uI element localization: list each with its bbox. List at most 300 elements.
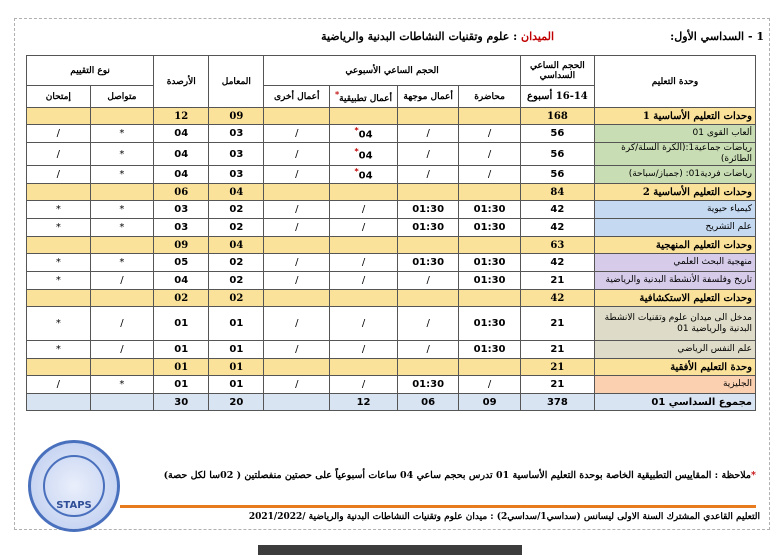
- footer-text: التعليم القاعدي المشترك السنة الاولى ليسانس (سداسي1/سداسي2) : ميدان علوم وتقنيات النشاطات البدنية والرياضية /2021/2022: [248, 512, 760, 522]
- semester-hours-cell: [520, 237, 594, 254]
- unit-cell: [594, 184, 755, 201]
- other-cell: [264, 359, 330, 376]
- unit-cell-text: تاريخ وفلسفة الأنشطة البدنية والرياضية: [605, 275, 752, 285]
- credits-cell-text: 03: [174, 204, 189, 215]
- directed-cell: [397, 143, 458, 166]
- unit-cell-text: الجليزية: [722, 379, 752, 389]
- continuous-cell: [90, 376, 154, 394]
- other-cell: [264, 201, 330, 219]
- table-row: [27, 272, 756, 290]
- lecture-cell: [459, 359, 520, 376]
- lecture-cell: [459, 394, 520, 411]
- lecture-cell-text: 01:30: [473, 257, 506, 268]
- exam-cell: [27, 359, 91, 376]
- coefficient-cell: [209, 272, 264, 290]
- coefficient-cell: [209, 394, 264, 411]
- practical-cell: [330, 201, 398, 219]
- coefficient-cell-text: 02: [229, 275, 244, 286]
- practical-cell: [330, 237, 398, 254]
- coefficient-cell-text: 20: [229, 396, 244, 408]
- seal-mark: STAPS: [56, 500, 92, 511]
- unit-cell-text: مدخل الى ميدان علوم وتقنيات الانشطة البدنية والرياضية 01: [604, 312, 752, 334]
- lecture-cell: [459, 184, 520, 201]
- exam-cell: [27, 394, 91, 411]
- credits-cell-text: 30: [174, 396, 189, 408]
- practical-star: *: [354, 126, 359, 136]
- lecture-cell: [459, 166, 520, 184]
- directed-cell: [397, 272, 458, 290]
- coefficient-cell-text: 01: [229, 344, 244, 355]
- directed-cell: [397, 237, 458, 254]
- exam-cell-text: /: [56, 128, 60, 139]
- field-value: : علوم وتقنيات النشاطات البدنية والرياضية: [321, 30, 518, 43]
- other-cell: [264, 237, 330, 254]
- other-cell: [264, 219, 330, 237]
- continuous-cell-text: *: [119, 204, 125, 215]
- other-cell: [264, 341, 330, 359]
- practical-cell: [330, 219, 398, 237]
- practical-cell-text: /: [361, 257, 366, 268]
- credits-cell: [154, 272, 209, 290]
- credits-cell-text: 06: [174, 186, 189, 198]
- exam-cell: [27, 237, 91, 254]
- credits-cell: [154, 359, 209, 376]
- category-row: [27, 184, 756, 201]
- semester-hours-cell: [520, 166, 594, 184]
- practical-cell-text: /: [361, 222, 366, 233]
- other-cell: [264, 166, 330, 184]
- other-cell-text: /: [295, 275, 299, 286]
- directed-cell: [397, 394, 458, 411]
- coefficient-cell-text: 02: [229, 292, 244, 304]
- other-cell-text: /: [295, 344, 299, 355]
- lecture-cell: [459, 272, 520, 290]
- credits-cell: [154, 290, 209, 307]
- credits-cell: [154, 184, 209, 201]
- unit-cell-text: وحدات التعليم المنهجية: [655, 239, 752, 251]
- directed-cell: [397, 307, 458, 341]
- header-lecture: محاضرة: [459, 86, 520, 108]
- unit-cell: [594, 166, 755, 184]
- continuous-cell-text: *: [119, 379, 125, 390]
- unit-cell: [594, 108, 755, 125]
- category-row: [27, 108, 756, 125]
- lecture-cell: [459, 219, 520, 237]
- lecture-cell-text: 01:30: [473, 344, 506, 355]
- other-cell-text: /: [295, 204, 299, 215]
- semester-hours-cell: [520, 272, 594, 290]
- lecture-cell: [459, 254, 520, 272]
- unit-cell-text: علم النفس الرياضي: [677, 344, 752, 354]
- lecture-cell-text: 01:30: [473, 204, 506, 215]
- lecture-cell: [459, 143, 520, 166]
- unit-cell: [594, 394, 755, 411]
- exam-cell: [27, 125, 91, 143]
- header-coefficient: المعامل: [209, 56, 264, 108]
- semester-hours-cell-text: 21: [550, 275, 565, 286]
- unit-cell-text: مجموع السداسي 01: [651, 396, 752, 408]
- directed-cell: [397, 359, 458, 376]
- title-row: [20, 27, 764, 47]
- credits-cell-text: 04: [174, 169, 189, 180]
- continuous-cell-text: /: [120, 344, 124, 355]
- exam-cell-text: /: [56, 148, 60, 160]
- credits-cell: [154, 166, 209, 184]
- practical-cell: [330, 254, 398, 272]
- exam-cell: [27, 272, 91, 290]
- other-cell: [264, 125, 330, 143]
- unit-cell: [594, 359, 755, 376]
- lecture-cell: [459, 201, 520, 219]
- credits-cell: [154, 394, 209, 411]
- practical-cell: [330, 125, 398, 143]
- semester-hours-cell: [520, 108, 594, 125]
- header-weeks: 16-14 أسبوع: [520, 86, 594, 108]
- exam-cell-text: *: [55, 222, 61, 233]
- table-row: [27, 254, 756, 272]
- other-cell-text: /: [295, 222, 299, 233]
- category-row: [27, 237, 756, 254]
- directed-cell-text: 01:30: [412, 204, 445, 215]
- exam-cell: [27, 341, 91, 359]
- header-practical-star: *: [334, 89, 340, 99]
- exam-cell-text: /: [56, 169, 60, 180]
- unit-cell: [594, 237, 755, 254]
- other-cell-text: /: [295, 169, 299, 180]
- practical-cell-text: /: [361, 344, 366, 355]
- continuous-cell-text: *: [119, 222, 125, 233]
- semester-hours-cell: [520, 376, 594, 394]
- lecture-cell: [459, 341, 520, 359]
- other-cell: [264, 272, 330, 290]
- header-practical: [330, 86, 398, 108]
- unit-cell: [594, 341, 755, 359]
- unit-cell: [594, 254, 755, 272]
- unit-cell: [594, 272, 755, 290]
- exam-cell-text: /: [56, 379, 60, 390]
- credits-cell: [154, 307, 209, 341]
- table-row: [27, 125, 756, 143]
- lecture-cell: [459, 108, 520, 125]
- credits-cell-text: 09: [174, 239, 189, 251]
- coefficient-cell: [209, 290, 264, 307]
- lecture-cell-text: 09: [482, 396, 497, 408]
- coefficient-cell: [209, 125, 264, 143]
- coefficient-cell: [209, 341, 264, 359]
- semester-hours-cell: [520, 394, 594, 411]
- practical-cell-text: 04: [358, 129, 373, 141]
- unit-cell-text: علم التشريح: [705, 222, 752, 232]
- table-row: [27, 166, 756, 184]
- coefficient-cell-text: 03: [229, 148, 244, 160]
- table-body: [27, 108, 756, 411]
- unit-cell: [594, 125, 755, 143]
- credits-cell-text: 04: [174, 148, 189, 160]
- continuous-cell-text: *: [119, 257, 125, 268]
- practical-cell-text: 04: [358, 170, 373, 182]
- exam-cell: [27, 201, 91, 219]
- directed-cell-text: /: [426, 169, 430, 180]
- semester-hours-cell-text: 21: [550, 361, 565, 373]
- coefficient-cell-text: 04: [229, 186, 244, 198]
- other-cell: [264, 290, 330, 307]
- continuous-cell: [90, 394, 154, 411]
- semester-hours-cell-text: 42: [550, 204, 565, 215]
- lecture-cell-text: 01:30: [473, 222, 506, 233]
- directed-cell: [397, 219, 458, 237]
- exam-cell: [27, 307, 91, 341]
- directed-cell-text: /: [426, 148, 430, 160]
- coefficient-cell-text: 02: [229, 222, 244, 233]
- continuous-cell-text: *: [119, 169, 125, 180]
- unit-cell-text: وحدات التعليم الأساسية 1: [642, 110, 752, 122]
- directed-cell-text: /: [426, 275, 430, 286]
- semester-hours-cell-text: 63: [550, 239, 565, 251]
- credits-cell: [154, 219, 209, 237]
- field-title: [321, 30, 554, 43]
- unit-cell: [594, 143, 755, 166]
- header-directed: أعمال موجهة: [397, 86, 458, 108]
- coefficient-cell-text: 03: [229, 128, 244, 139]
- table-row: [27, 219, 756, 237]
- lecture-cell-text: /: [487, 148, 492, 160]
- unit-cell-text: وحدات التعليم الاستكشافية: [639, 292, 752, 304]
- credits-cell-text: 02: [174, 292, 189, 304]
- table-row: [27, 201, 756, 219]
- continuous-cell: [90, 307, 154, 341]
- field-label: الميدان: [521, 30, 554, 43]
- semester-title: 1 - السداسي الأول:: [670, 30, 764, 43]
- coefficient-cell-text: 03: [229, 169, 244, 180]
- continuous-cell-text: /: [120, 318, 124, 329]
- exam-cell-text: *: [55, 318, 61, 329]
- directed-cell-text: /: [426, 128, 430, 139]
- coefficient-cell: [209, 184, 264, 201]
- semester-hours-cell: [520, 341, 594, 359]
- coefficient-cell-text: 04: [229, 239, 244, 251]
- practical-cell-text: /: [361, 318, 366, 329]
- coefficient-cell: [209, 143, 264, 166]
- table-row: [27, 376, 756, 394]
- header-credits: الأرصدة: [154, 56, 209, 108]
- other-cell: [264, 254, 330, 272]
- continuous-cell-text: *: [119, 148, 125, 160]
- semester-hours-cell: [520, 143, 594, 166]
- header-other: أعمال أخرى: [264, 86, 330, 108]
- credits-cell: [154, 108, 209, 125]
- continuous-cell: [90, 290, 154, 307]
- lecture-cell-text: 01:30: [473, 275, 506, 286]
- coefficient-cell-text: 01: [229, 318, 244, 329]
- note-star: *: [751, 470, 756, 481]
- table-row: [27, 341, 756, 359]
- unit-cell-text: منهجية البحث العلمي: [673, 257, 752, 267]
- directed-cell-text: /: [426, 344, 430, 355]
- taskbar-strip: [258, 545, 522, 555]
- unit-cell: [594, 201, 755, 219]
- table-row: [27, 307, 756, 341]
- semester-hours-cell: [520, 307, 594, 341]
- note: [26, 470, 756, 481]
- other-cell: [264, 108, 330, 125]
- credits-cell: [154, 143, 209, 166]
- other-cell-text: /: [295, 318, 299, 329]
- header-semester-hours: الحجم الساعي السداسي: [520, 56, 594, 86]
- unit-cell-text: رياضات جماعية1:(الكرة السلة/كرة الطائرة): [621, 143, 752, 164]
- continuous-cell-text: *: [119, 128, 125, 139]
- continuous-cell: [90, 237, 154, 254]
- semester-hours-cell: [520, 290, 594, 307]
- coefficient-cell-text: 02: [229, 204, 244, 215]
- continuous-cell: [90, 108, 154, 125]
- credits-cell-text: 01: [174, 318, 189, 329]
- credits-cell-text: 04: [174, 275, 189, 286]
- exam-cell-text: *: [55, 257, 61, 268]
- credits-cell-text: 05: [174, 257, 189, 268]
- semester-hours-cell-text: 21: [550, 344, 565, 355]
- practical-cell: [330, 108, 398, 125]
- practical-cell: [330, 376, 398, 394]
- directed-cell-text: 06: [421, 396, 436, 408]
- credits-cell-text: 01: [174, 344, 189, 355]
- continuous-cell: [90, 359, 154, 376]
- continuous-cell: [90, 219, 154, 237]
- coefficient-cell-text: 09: [229, 110, 244, 122]
- coefficient-cell: [209, 359, 264, 376]
- continuous-cell: [90, 166, 154, 184]
- total-row: [27, 394, 756, 411]
- continuous-cell-text: /: [120, 275, 124, 286]
- semester-hours-cell-text: 56: [550, 128, 565, 139]
- credits-cell-text: 12: [174, 110, 189, 122]
- credits-cell-text: 03: [174, 222, 189, 233]
- coefficient-cell: [209, 108, 264, 125]
- note-text: ملاحظة : المقاييس التطبيقية الخاصة بوحدة التعليم الأساسية 01 تدرس بحجم ساعي 04 ساعات أسبوعياً على حصتين منفصلتين ( 02سا لكل حصة): [163, 470, 752, 481]
- unit-cell: [594, 290, 755, 307]
- directed-cell: [397, 184, 458, 201]
- other-cell-text: /: [295, 148, 299, 160]
- semester-hours-cell: [520, 184, 594, 201]
- table-row: [27, 143, 756, 166]
- credits-cell: [154, 125, 209, 143]
- continuous-cell: [90, 143, 154, 166]
- semester-hours-cell-text: 168: [546, 110, 568, 122]
- semester-hours-cell: [520, 254, 594, 272]
- practical-cell-text: /: [361, 275, 366, 286]
- lecture-cell: [459, 307, 520, 341]
- exam-cell-text: *: [55, 344, 61, 355]
- continuous-cell: [90, 341, 154, 359]
- practical-cell-text: /: [361, 379, 366, 390]
- credits-cell: [154, 341, 209, 359]
- coefficient-cell-text: 01: [229, 361, 244, 373]
- semester-hours-cell-text: 56: [550, 148, 565, 160]
- unit-cell-text: وحدات التعليم الأساسية 2: [642, 186, 752, 198]
- semester-hours-cell: [520, 125, 594, 143]
- continuous-cell: [90, 272, 154, 290]
- semester-hours-cell-text: 42: [550, 292, 565, 304]
- exam-cell: [27, 184, 91, 201]
- header-practical-label: أعمال تطبيقية: [339, 94, 393, 104]
- continuous-cell: [90, 201, 154, 219]
- practical-cell: [330, 307, 398, 341]
- directed-cell-text: 01:30: [412, 379, 445, 390]
- semester-hours-cell-text: 378: [546, 396, 568, 408]
- coefficient-cell: [209, 201, 264, 219]
- coefficient-cell: [209, 237, 264, 254]
- practical-cell: [330, 272, 398, 290]
- directed-cell: [397, 166, 458, 184]
- credits-cell: [154, 237, 209, 254]
- category-row: [27, 290, 756, 307]
- lecture-cell-text: /: [487, 379, 492, 390]
- unit-cell-text: رياضات فردية01: (جمباز/سباحة): [628, 169, 752, 179]
- unit-cell: [594, 307, 755, 341]
- directed-cell: [397, 125, 458, 143]
- credits-cell: [154, 254, 209, 272]
- continuous-cell: [90, 125, 154, 143]
- lecture-cell-text: 01:30: [473, 318, 506, 329]
- semester-hours-cell-text: 42: [550, 222, 565, 233]
- lecture-cell: [459, 290, 520, 307]
- header-eval-type: نوع التقييم: [27, 56, 154, 86]
- credits-cell-text: 01: [174, 361, 189, 373]
- continuous-cell: [90, 184, 154, 201]
- semester-hours-cell: [520, 359, 594, 376]
- lecture-cell: [459, 125, 520, 143]
- header-weekly-hours: الحجم الساعي الأسبوعي: [264, 56, 520, 86]
- semester-hours-cell-text: 21: [550, 379, 565, 390]
- practical-cell: [330, 394, 398, 411]
- semester-hours-cell: [520, 219, 594, 237]
- exam-cell-text: *: [55, 204, 61, 215]
- category-row: [27, 359, 756, 376]
- continuous-cell: [90, 254, 154, 272]
- curriculum-table: [26, 55, 756, 411]
- directed-cell: [397, 341, 458, 359]
- other-cell: [264, 394, 330, 411]
- credits-cell: [154, 376, 209, 394]
- coefficient-cell-text: 01: [229, 379, 244, 390]
- semester-hours-cell-text: 42: [550, 257, 565, 268]
- coefficient-cell: [209, 219, 264, 237]
- credits-cell: [154, 201, 209, 219]
- exam-cell: [27, 376, 91, 394]
- exam-cell: [27, 290, 91, 307]
- directed-cell-text: 01:30: [412, 257, 445, 268]
- other-cell: [264, 376, 330, 394]
- semester-hours-cell-text: 21: [550, 318, 565, 329]
- lecture-cell-text: /: [487, 169, 492, 180]
- practical-star: *: [354, 146, 359, 156]
- directed-cell-text: 01:30: [412, 222, 445, 233]
- coefficient-cell: [209, 254, 264, 272]
- directed-cell: [397, 290, 458, 307]
- semester-hours-cell-text: 84: [550, 186, 565, 198]
- other-cell-text: /: [295, 379, 299, 390]
- practical-cell: [330, 359, 398, 376]
- coefficient-cell: [209, 166, 264, 184]
- exam-cell: [27, 254, 91, 272]
- other-cell-text: /: [295, 257, 299, 268]
- exam-cell: [27, 219, 91, 237]
- practical-cell-text: 04: [358, 150, 373, 162]
- directed-cell: [397, 108, 458, 125]
- exam-cell: [27, 143, 91, 166]
- practical-cell-text: /: [361, 204, 366, 215]
- directed-cell: [397, 201, 458, 219]
- other-cell: [264, 184, 330, 201]
